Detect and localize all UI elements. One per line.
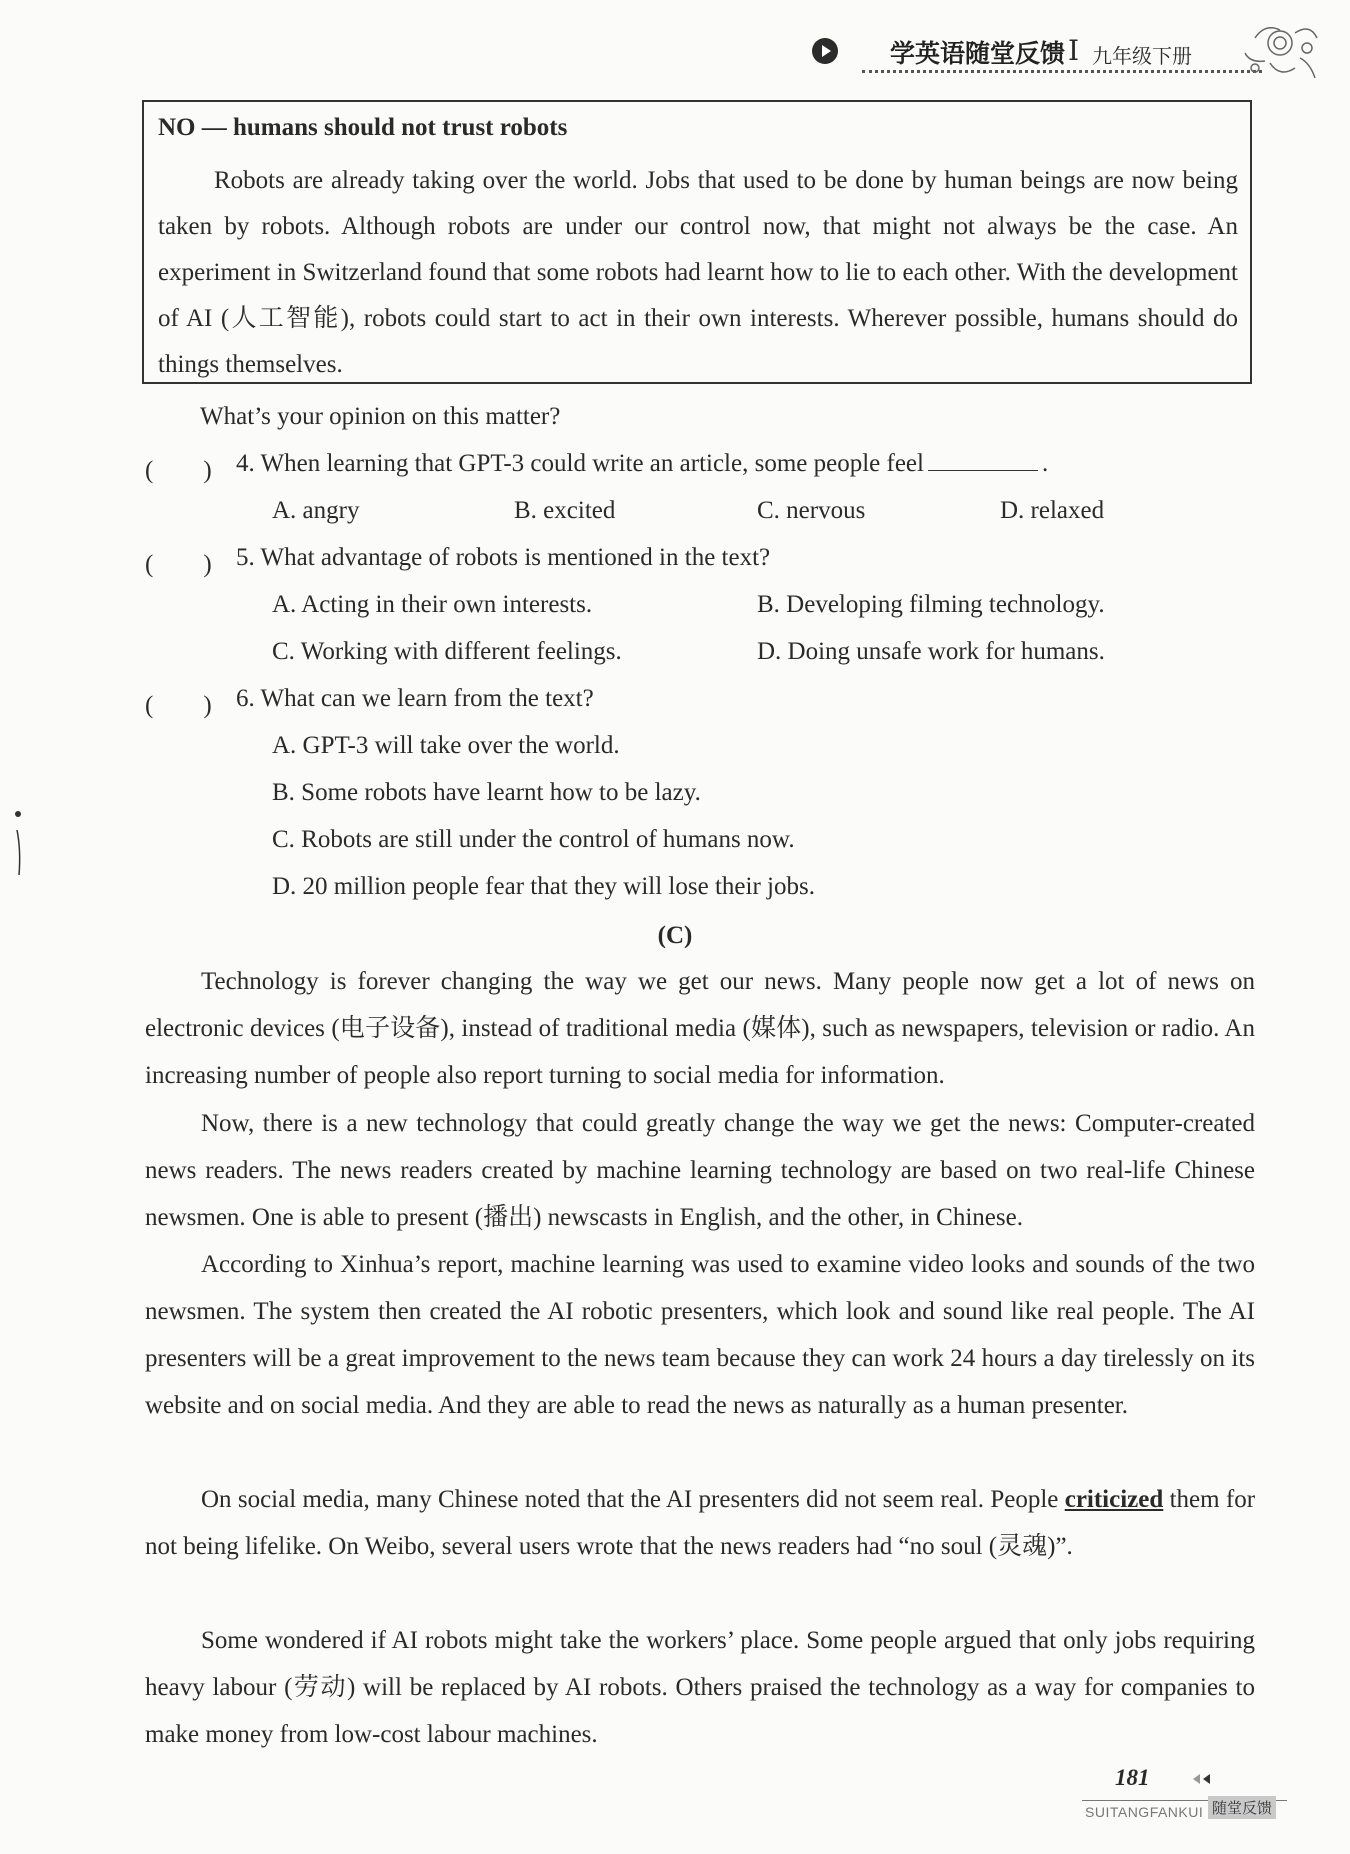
header-dotted-rule	[862, 70, 1262, 73]
option-5b[interactable]: B. Developing filming technology.	[757, 591, 1105, 618]
answer-bracket-q5[interactable]: ( )	[145, 551, 212, 578]
option-6d[interactable]: D. 20 million people fear that they will lose their jobs.	[272, 873, 815, 900]
answer-bracket-q4[interactable]: ( )	[145, 457, 212, 484]
answer-blank[interactable]	[928, 452, 1038, 471]
option-5c[interactable]: C. Working with different feelings.	[272, 638, 622, 665]
box-paragraph-text: Robots are already taking over the world. Jobs that used to be done by human beings are now being taken by robots. Although robots are under our control now, that might not always be the case. An experiment in Switzerland found that some robots had learnt how to lie to each other. With the development of AI (人工智能), robots could start to act in their own interests. Wherever possible, humans should do things themselves.	[158, 167, 1238, 378]
option-4c[interactable]: C. nervous	[757, 497, 866, 524]
paragraph-4-text-a: On social media, many Chinese noted that the AI presenters did not seem real. People	[201, 1486, 1059, 1513]
paragraph-5-text: Some wondered if AI robots might take the workers’ place. Some people argued that only jobs requiring heavy labour (劳动) will be replaced by AI robots. Others praised the technology as a way for companies to make money from low-cost labour machines.	[145, 1627, 1255, 1748]
option-4b[interactable]: B. excited	[514, 497, 616, 524]
footer-tag: 随堂反馈	[1208, 1796, 1276, 1819]
passage-paragraph-5	[145, 1617, 1255, 1758]
series-title: 学英语随堂反馈	[890, 39, 1066, 68]
play-circle-icon	[812, 38, 838, 64]
option-6c[interactable]: C. Robots are still under the control of humans now.	[272, 826, 795, 853]
double-arrow-left-icon	[1190, 1773, 1212, 1785]
box-title: NO — humans should not trust robots	[158, 114, 568, 141]
passage-paragraph-3	[145, 1241, 1255, 1429]
paragraph-3-text: According to Xinhua’s report, machine learning was used to examine video looks and sounds of the two newsmen. The system then created the AI robotic presenters, which look and sound like real people. The AI presenters will be a great improvement to the news team because they can work 24 hours a day tirelessly on its website and on social media. And they are able to read the news as naturally as a human presenter.	[145, 1251, 1255, 1419]
box-paragraph	[158, 158, 1238, 388]
option-6a[interactable]: A. GPT-3 will take over the world.	[272, 732, 620, 759]
paragraph-1-text: Technology is forever changing the way we get our news. Many people now get a lot of news on electronic devices (电子设备), instead of traditional media (媒体), such as newspapers, television or radio. An increasing number of people also report turning to social media for information.	[145, 968, 1255, 1089]
question-4-text: 4. When learning that GPT-3 could write an article, some people feel	[236, 450, 924, 477]
passage-paragraph-1	[145, 958, 1255, 1099]
option-6b[interactable]: B. Some robots have learnt how to be lazy.	[272, 779, 701, 806]
question-6-stem: 6. What can we learn from the text?	[236, 685, 594, 712]
question-4-stem	[236, 450, 1048, 478]
option-4d[interactable]: D. relaxed	[1000, 497, 1105, 524]
question-5-stem: 5. What advantage of robots is mentioned in the text?	[236, 544, 771, 571]
header-separator: I	[1068, 34, 1080, 67]
section-c-label: (C)	[657, 922, 693, 949]
keyword-criticized: criticized	[1064, 1486, 1164, 1513]
margin-mark	[14, 810, 24, 890]
option-5a[interactable]: A. Acting in their own interests.	[272, 591, 593, 618]
opinion-prompt: What’s your opinion on this matter?	[200, 403, 561, 430]
flower-decoration-icon	[1225, 18, 1325, 88]
footer-romanization: SUITANGFANKUI	[1085, 1804, 1204, 1820]
passage-paragraph-4	[145, 1476, 1255, 1570]
answer-bracket-q6[interactable]: ( )	[145, 692, 212, 719]
opinion-box	[142, 100, 1252, 384]
paragraph-2-text: Now, there is a new technology that could greatly change the way we get the news: Computer-created news readers. The news readers created by machine learning technology are based on two real-life Chinese newsmen. One is able to present (播出) newscasts in English, and the other, in Chinese.	[145, 1110, 1255, 1231]
grade-label: 九年级下册	[1092, 44, 1192, 68]
option-5d[interactable]: D. Doing unsafe work for humans.	[757, 638, 1105, 665]
page-number: 181	[1115, 1765, 1150, 1790]
passage-paragraph-2	[145, 1100, 1255, 1241]
option-4a[interactable]: A. angry	[272, 497, 360, 524]
paragraph-4-text-b: them for not being lifelike. On Weibo, several users wrote that the news readers had “no soul (灵魂)”.	[145, 1486, 1256, 1560]
question-4-end: .	[1041, 450, 1049, 477]
